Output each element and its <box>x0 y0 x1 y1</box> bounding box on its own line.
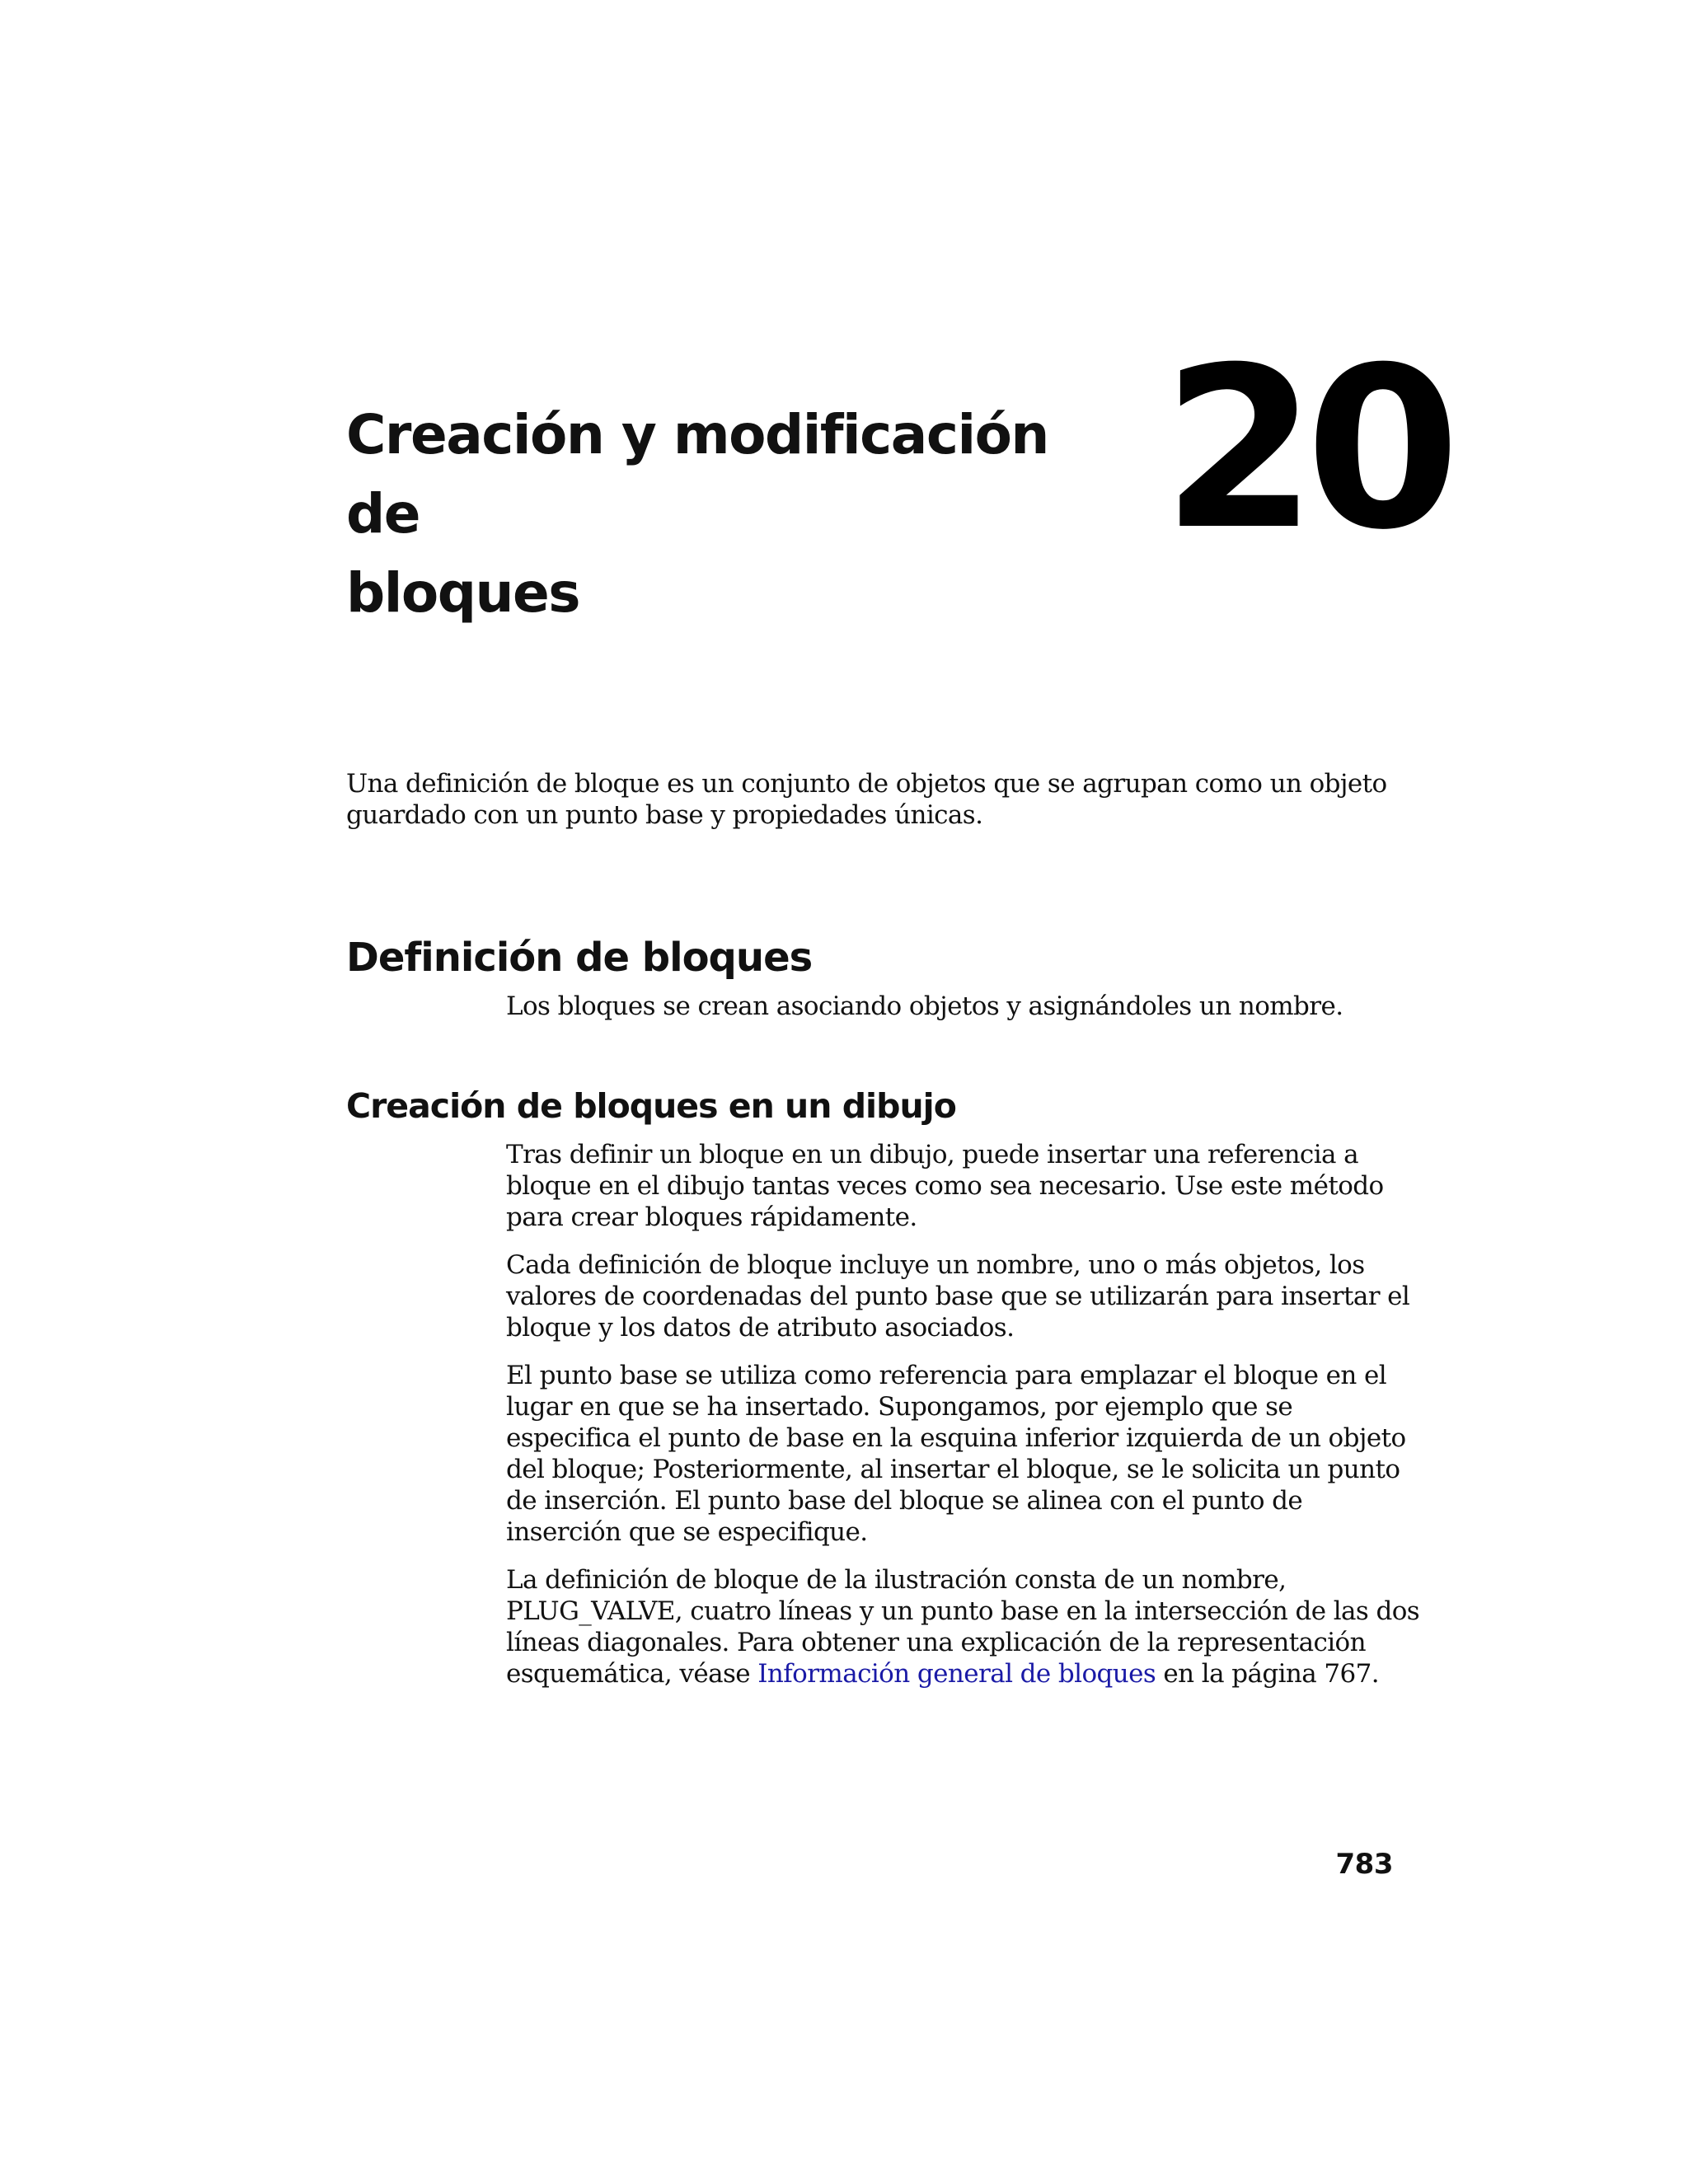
body-paragraph-4-text: La definición de bloque de la ilustración consta de un nombre, PLUG_VALVE, cuatro líneas y un punto base en la intersección de las dos líneas diagonales. Para obtener una explicación de la representación esquemática, véase <box>506 1565 1420 1689</box>
section-heading: Definición de bloques <box>346 935 813 981</box>
body-paragraph-4 <box>506 1564 1421 1690</box>
body-paragraph-2: Cada definición de bloque incluye un nombre, uno o más objetos, los valores de coordenadas del punto base que se utilizarán para insertar el bloque y los datos de atributo asociados. <box>506 1250 1410 1343</box>
section-lead-paragraph: Los bloques se crean asociando objetos y asignándoles un nombre. <box>506 991 1343 1021</box>
body-paragraph-4-page-ref: en la página 767. <box>1156 1659 1380 1689</box>
chapter-title-line-1: Creación y modificación de <box>346 403 1048 546</box>
intro-paragraph: Una definición de bloque es un conjunto de objetos que se agrupan como un objeto guardado con un punto base y propiedades únicas. <box>346 769 1387 830</box>
chapter-number: 20 <box>1162 319 1449 579</box>
body-paragraph-1: Tras definir un bloque en un dibujo, puede insertar una referencia a bloque en el dibujo tantas veces como sea necesario. Use este método para crear bloques rápidamente. <box>506 1140 1384 1232</box>
subsection-heading: Creación de bloques en un dibujo <box>346 1086 956 1126</box>
subsection-body <box>506 1139 1421 1706</box>
chapter-title <box>346 396 1088 633</box>
chapter-title-line-2: bloques <box>346 561 579 625</box>
body-paragraph-3: El punto base se utiliza como referencia para emplazar el bloque en el lugar en que se ha insertado. Supongamos, por ejemplo que se especifica el punto de base en la esquina inferior izquierda de un objeto del bloque; Posteriormente, al insertar el bloque, se le solicita un punto de inserción. El punto base del bloque se alinea con el punto de inserción que se especifique. <box>506 1361 1406 1547</box>
cross-reference-link[interactable]: Información general de bloques <box>757 1659 1156 1689</box>
page-number: 783 <box>1335 1848 1393 1881</box>
